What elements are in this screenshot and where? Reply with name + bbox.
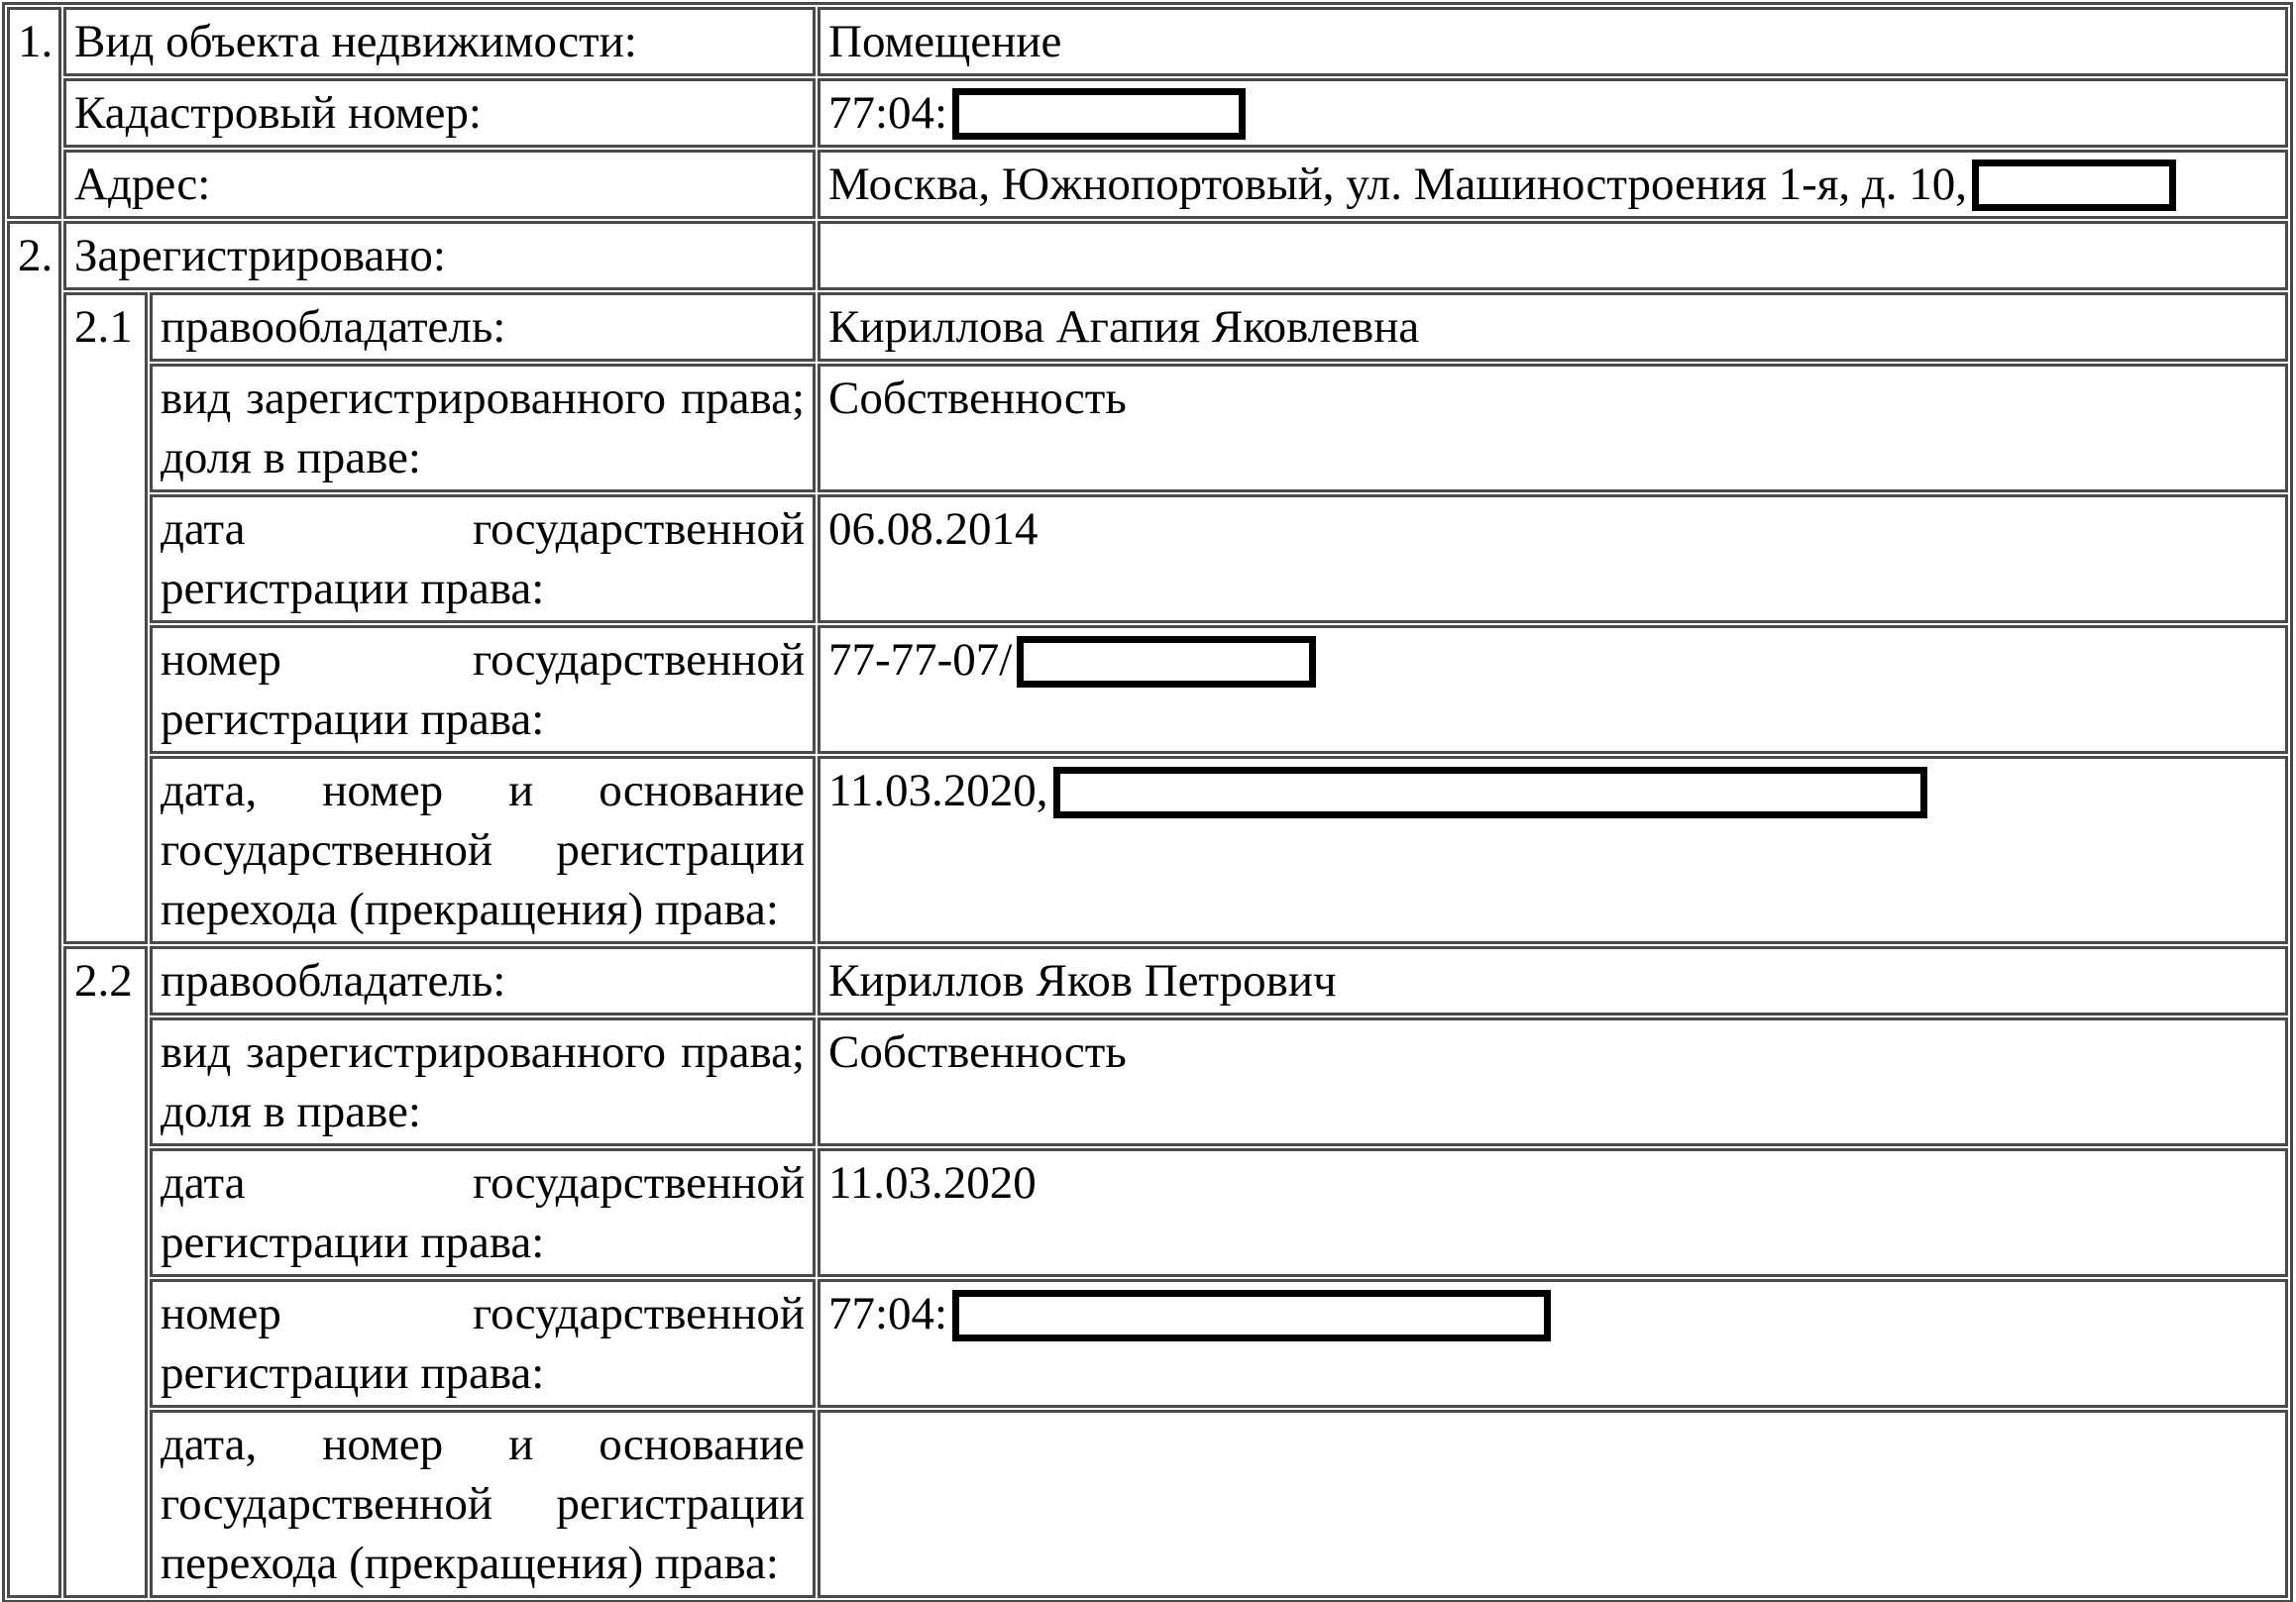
field-value (818, 221, 2288, 290)
field-label: номер государственной регистрации права: (150, 1279, 816, 1408)
table-row (7, 756, 2288, 944)
table-row (7, 1148, 2288, 1277)
table-row (7, 625, 2288, 754)
entry-number: 2.2 (63, 946, 148, 1598)
field-value-text: 77:04: (828, 1288, 948, 1340)
field-label: Вид объекта недвижимости: (63, 7, 816, 76)
field-value-text: 77-77-07/ (828, 634, 1013, 687)
table-row (7, 1279, 2288, 1408)
table-row (7, 78, 2288, 148)
field-value (818, 756, 2288, 944)
redaction-box (1972, 160, 2176, 211)
section-number: 2. (7, 221, 61, 1598)
field-value: 06.08.2014 (818, 494, 2288, 623)
section-title: Зарегистрировано: (63, 221, 816, 290)
field-label: дата, номер и основание государственной регистрации перехода (прекращения) права: (150, 756, 816, 944)
entry-number: 2.1 (63, 292, 148, 944)
field-label: правообладатель: (150, 292, 816, 362)
table-row (7, 946, 2288, 1015)
section-number: 1. (7, 7, 61, 219)
table-row (7, 1017, 2288, 1146)
table-row (7, 364, 2288, 492)
field-label: правообладатель: (150, 946, 816, 1015)
redaction-box (952, 1290, 1551, 1341)
field-value: Собственность (818, 1017, 2288, 1146)
table-row (7, 1410, 2288, 1598)
field-value-text: Москва, Южнопортовый, ул. Машиностроения 1-я, д. 10, (828, 159, 1968, 211)
field-value (818, 1279, 2288, 1408)
field-value: Помещение (818, 7, 2288, 76)
table-row (7, 494, 2288, 623)
field-label: Адрес: (63, 150, 816, 219)
table-row (7, 292, 2288, 362)
egrn-extract-table (2, 2, 2293, 1602)
field-value (818, 1410, 2288, 1598)
field-label: дата государственной регистрации права: (150, 494, 816, 623)
field-label: вид зарегистрированного права; доля в праве: (150, 364, 816, 492)
field-value (818, 150, 2288, 219)
field-label: номер государственной регистрации права: (150, 625, 816, 754)
field-value (818, 78, 2288, 148)
field-value: 11.03.2020 (818, 1148, 2288, 1277)
table-row (7, 221, 2288, 290)
table-row (7, 7, 2288, 76)
field-value: Кириллова Агапия Яковлевна (818, 292, 2288, 362)
field-value: Кириллов Яков Петрович (818, 946, 2288, 1015)
field-value: Собственность (818, 364, 2288, 492)
redaction-box (952, 88, 1246, 140)
redaction-box (1053, 767, 1927, 818)
table-row (7, 150, 2288, 219)
field-value (818, 625, 2288, 754)
field-label: вид зарегистрированного права; доля в праве: (150, 1017, 816, 1146)
field-value-text: 77:04: (828, 87, 948, 139)
field-value-text: 11.03.2020, (828, 765, 1048, 817)
field-label: дата государственной регистрации права: (150, 1148, 816, 1277)
redaction-box (1017, 636, 1316, 688)
field-label: дата, номер и основание государственной регистрации перехода (прекращения) права: (150, 1410, 816, 1598)
field-label: Кадастровый номер: (63, 78, 816, 148)
